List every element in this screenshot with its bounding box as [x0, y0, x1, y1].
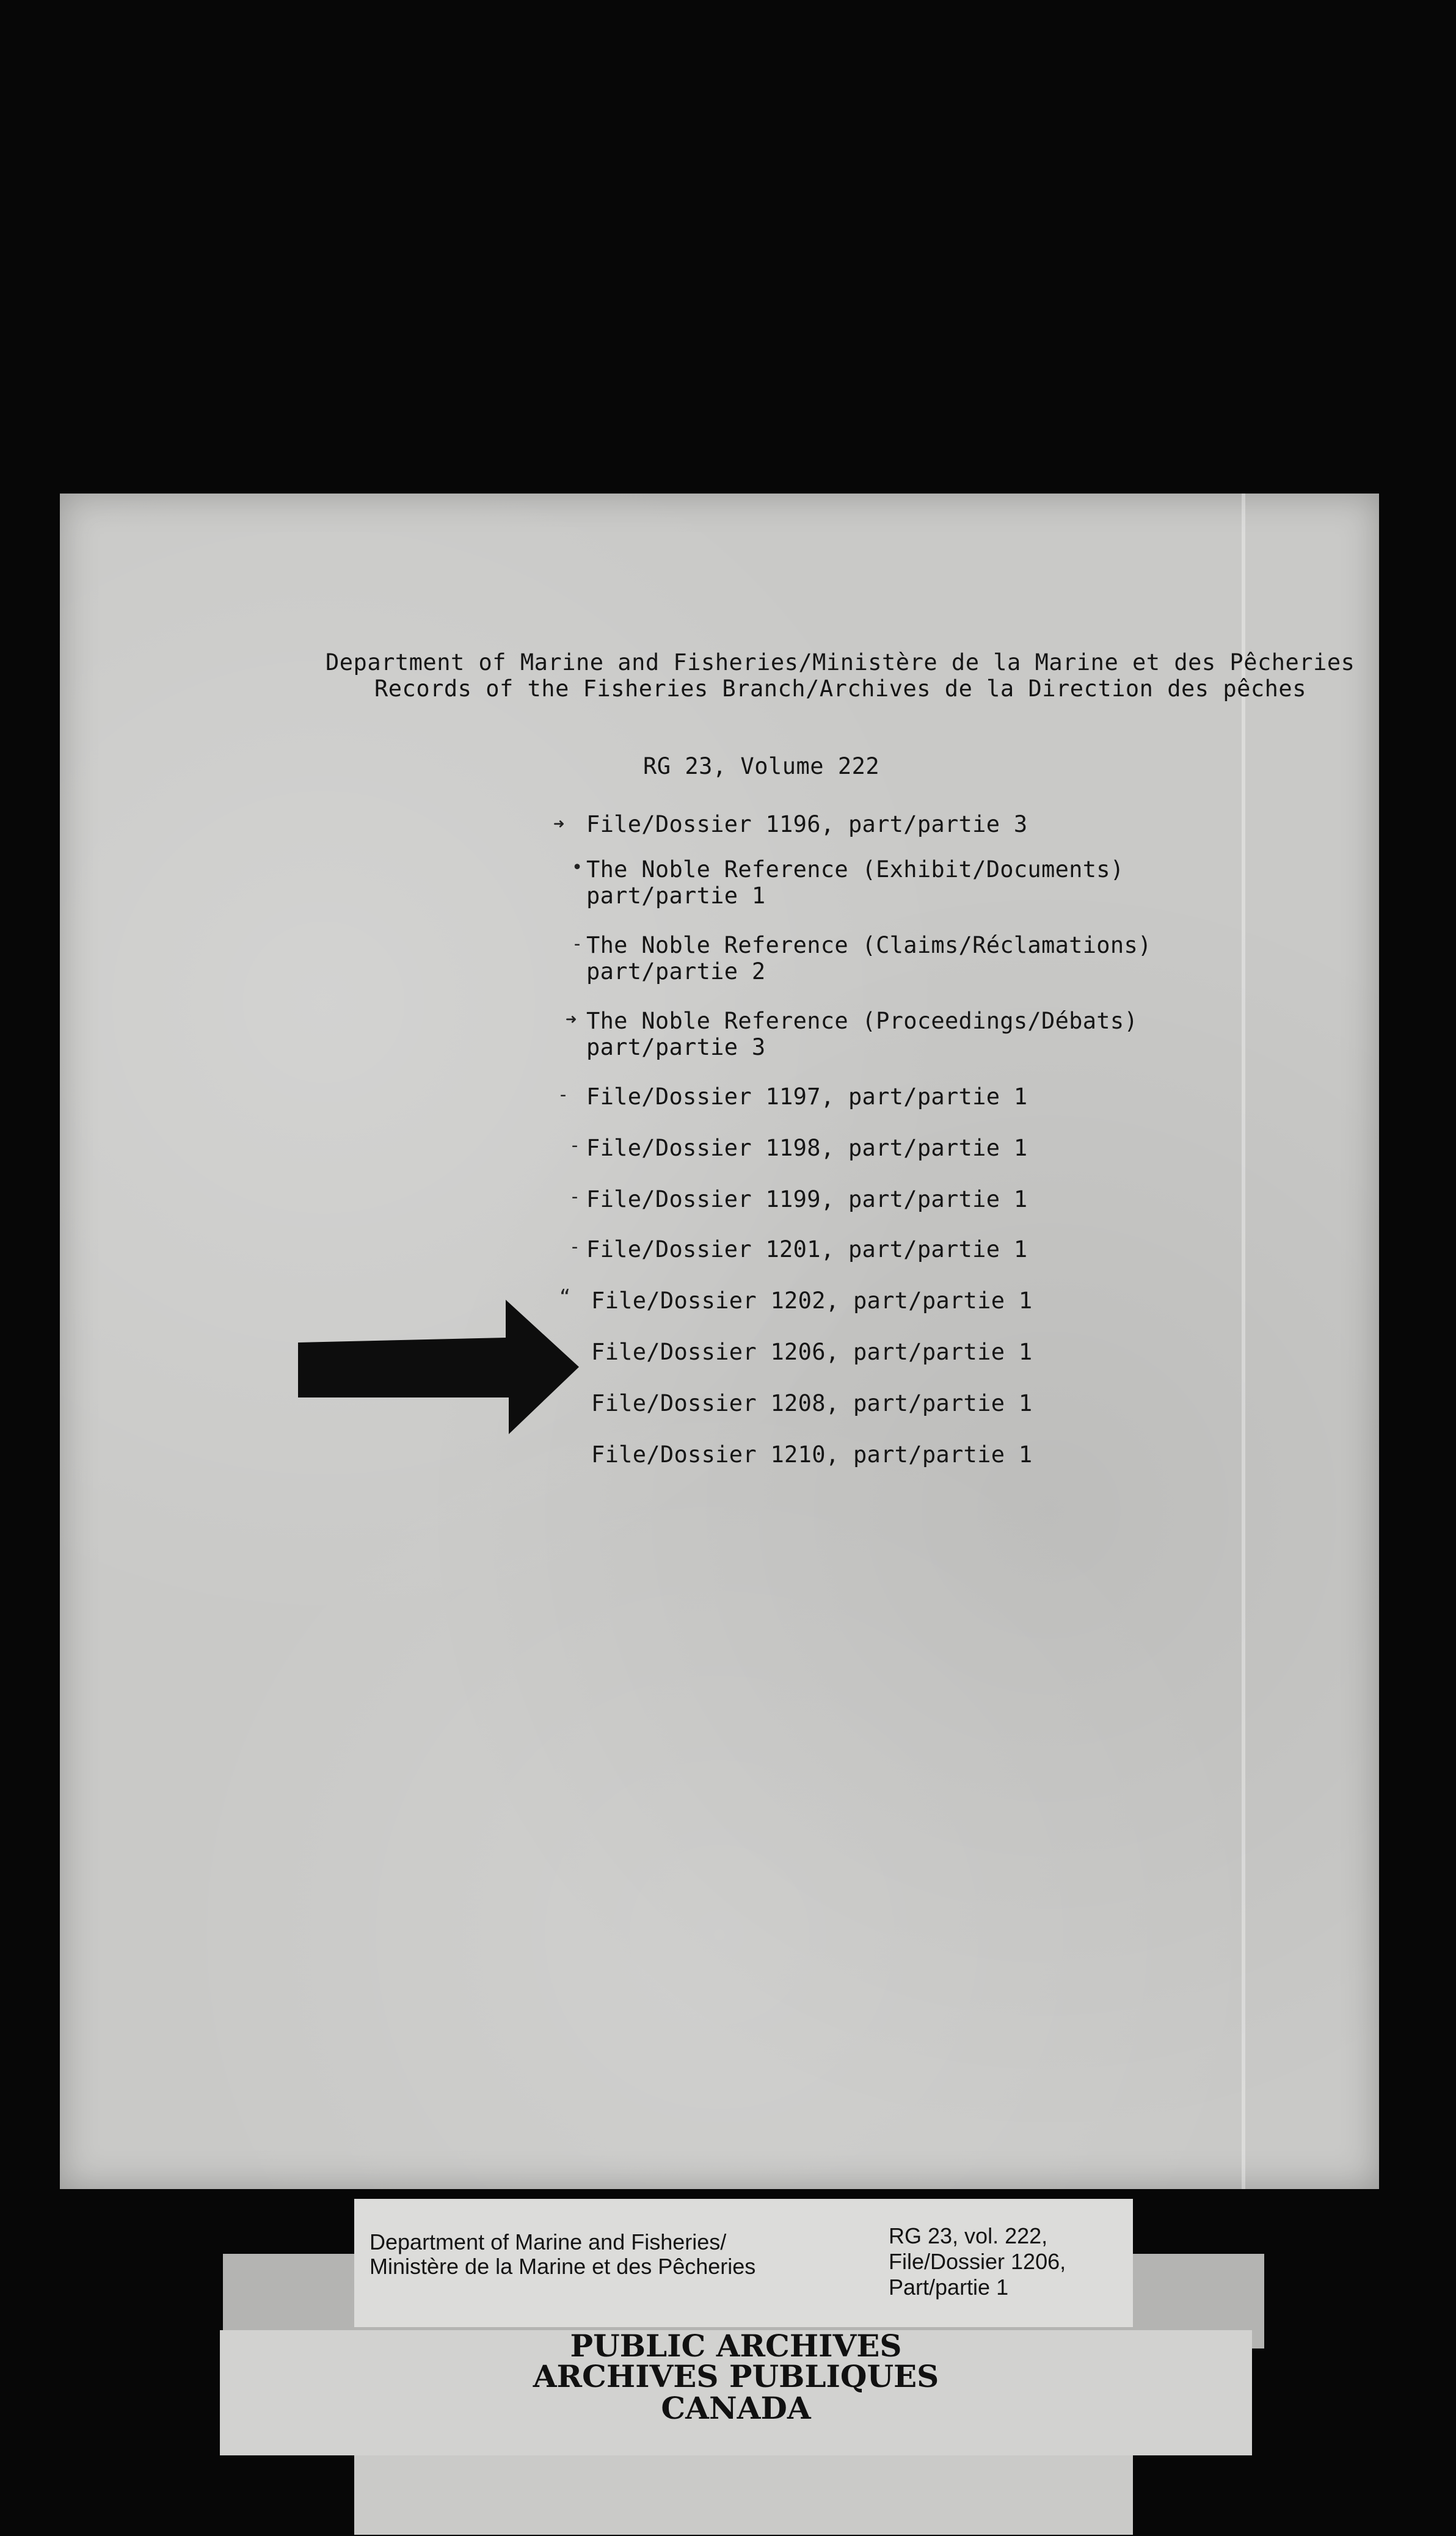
list-item: [586, 1135, 1027, 1161]
list-item: [586, 811, 1027, 837]
label-reference-line-3: Part/partie 1: [889, 2275, 1009, 2300]
check-mark-icon: ➜: [553, 814, 565, 835]
entry-line: The Noble Reference (Exhibit/Documents): [586, 856, 1124, 883]
entry-line: File/Dossier 1201, part/partie 1: [586, 1236, 1028, 1263]
list-item: [591, 1441, 1032, 1468]
entry-subline: part/partie 1: [586, 883, 766, 909]
list-item: [591, 1390, 1032, 1416]
entry-subline: part/partie 2: [586, 958, 766, 985]
paper-fold: [1242, 494, 1245, 2189]
header-line-1: Department of Marine and Fisheries/Ministère de la Marine et des Pêcheries: [326, 649, 1355, 676]
label-department-line-2: Ministère de la Marine et des Pêcheries: [369, 2254, 756, 2279]
list-item: [591, 1288, 1032, 1314]
label-reference-line-1: RG 23, vol. 222,: [889, 2223, 1048, 2248]
entry-line: The Noble Reference (Claims/Réclamations): [586, 932, 1152, 958]
label-department-line-1: Department of Marine and Fisheries/: [369, 2229, 727, 2254]
check-mark-icon: ➜: [566, 1009, 577, 1030]
entry-line: File/Dossier 1199, part/partie 1: [586, 1186, 1028, 1212]
entry-line: File/Dossier 1196, part/partie 3: [586, 811, 1028, 837]
check-mark-icon: •: [572, 857, 583, 878]
document-sheet: [60, 494, 1379, 2189]
header-line-2: Records of the Fisheries Branch/Archives de la Direction des pêches: [374, 676, 1306, 702]
entry-line: File/Dossier 1198, part/partie 1: [586, 1135, 1028, 1161]
entry-line: File/Dossier 1206, part/partie 1: [591, 1339, 1033, 1365]
list-item: [586, 1084, 1027, 1110]
archive-label-card: [354, 2199, 1133, 2327]
archives-title-2: ARCHIVES PUBLIQUES: [533, 2358, 939, 2394]
check-mark-icon: -: [569, 1186, 581, 1208]
list-item: [586, 856, 1124, 909]
pointer-arrow-icon: [298, 1300, 579, 1434]
label-reference-line-2: File/Dossier 1206,: [889, 2249, 1066, 2274]
check-mark-icon: -: [558, 1084, 569, 1106]
list-item: [586, 1236, 1027, 1263]
list-item: [586, 1008, 1138, 1060]
entry-line: File/Dossier 1197, part/partie 1: [586, 1084, 1028, 1110]
check-mark-icon: -: [569, 1236, 581, 1258]
entry-line: The Noble Reference (Proceedings/Débats): [586, 1008, 1138, 1034]
check-mark-icon: -: [569, 1135, 581, 1156]
list-item: [586, 1186, 1027, 1212]
archives-title-1: PUBLIC ARCHIVES: [570, 2328, 902, 2364]
label-base: [354, 2455, 1133, 2535]
entry-line: File/Dossier 1210, part/partie 1: [591, 1441, 1033, 1468]
list-item: [586, 932, 1152, 985]
check-mark-icon: -: [572, 933, 583, 955]
volume-title: RG 23, Volume 222: [643, 753, 880, 779]
check-mark-icon: “: [559, 1286, 571, 1308]
entry-subline: part/partie 3: [586, 1034, 766, 1060]
archives-title-3: CANADA: [661, 2390, 811, 2426]
entry-line: File/Dossier 1208, part/partie 1: [591, 1390, 1033, 1416]
list-item-highlighted: [591, 1339, 1032, 1365]
entry-line: File/Dossier 1202, part/partie 1: [591, 1288, 1033, 1314]
